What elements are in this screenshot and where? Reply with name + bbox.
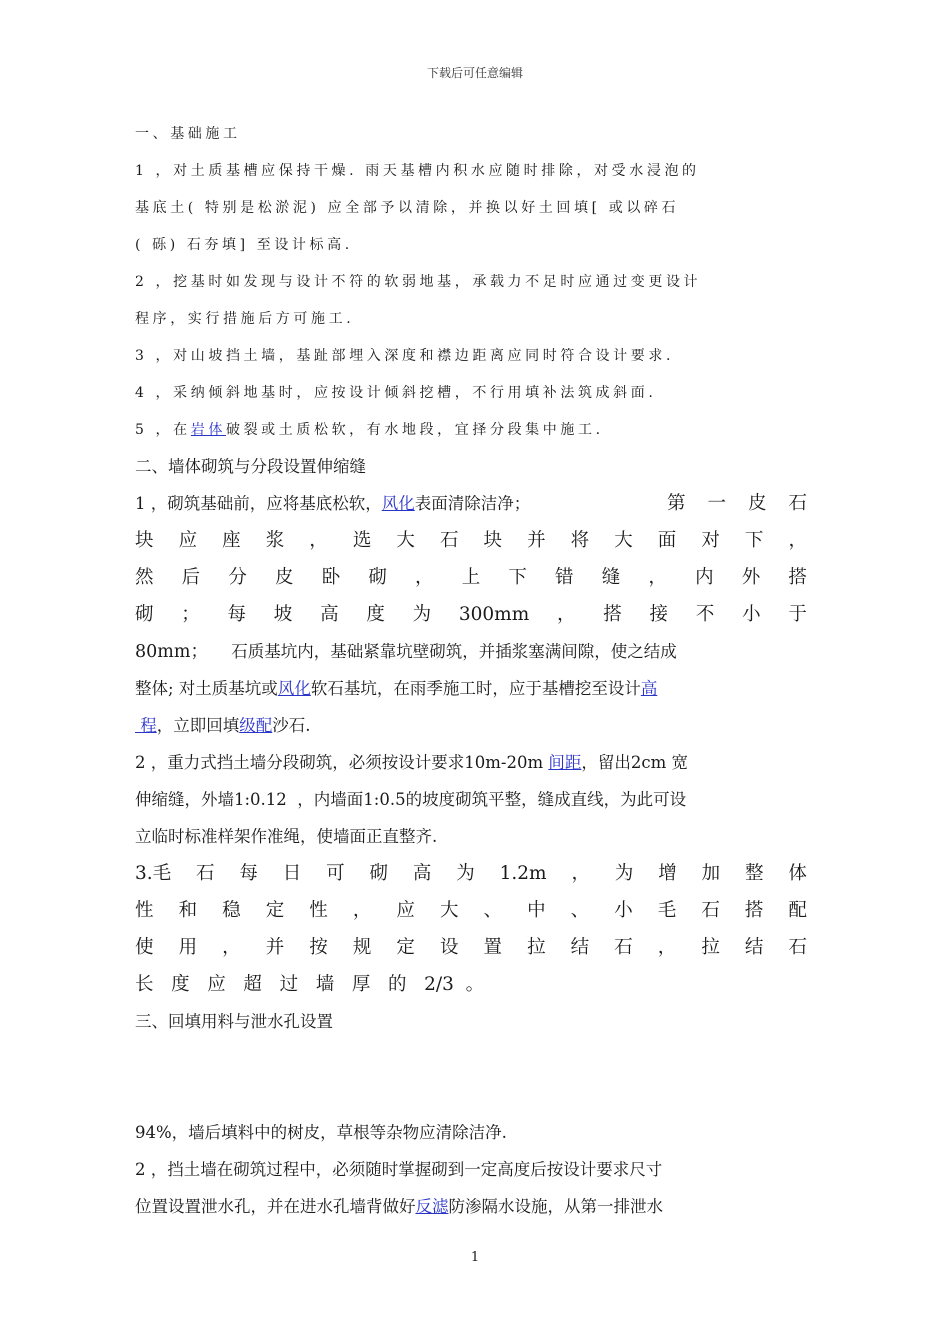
paragraph-line: 1 ，对土质基槽应保持干燥. 雨天基槽内积水应随时排除，对受水浸泡的 — [135, 163, 700, 179]
justified-char: 第 — [667, 493, 686, 514]
justified-char: 坡 — [273, 604, 293, 625]
justified-char: 按 — [309, 937, 328, 958]
link-weathering[interactable]: 风化 — [277, 679, 311, 698]
justified-char: 块 — [483, 530, 503, 551]
justified-char: 缝 — [601, 567, 621, 588]
justified-char: 对 — [701, 530, 720, 551]
link-rock-mass[interactable]: 岩体 — [190, 422, 226, 438]
justified-char: ； — [181, 604, 200, 625]
justified-char: 石 — [439, 530, 459, 551]
justified-char: 应 — [178, 530, 198, 551]
justified-char: 皮 — [275, 567, 294, 588]
justified-char: 为 — [456, 863, 475, 884]
justified-char: 用 — [178, 937, 198, 958]
justified-char: 拉 — [701, 937, 720, 958]
paragraph-line: 伸缩缝，外墙1:0.12 ，内墙面1:0.5的坡度砌筑平整，缝成直线，为此可设 — [135, 790, 687, 809]
justified-char: 并 — [265, 937, 285, 958]
justified-char: 高 — [320, 604, 339, 625]
justified-char: 性 — [309, 900, 328, 921]
justified-char: 高 — [412, 863, 432, 884]
justified-char: 体 — [788, 863, 807, 884]
section-heading-foundation: 一、基础施工 — [135, 126, 241, 142]
justified-char: 加 — [701, 863, 721, 884]
paragraph-line — [135, 677, 807, 703]
paragraph-line — [135, 714, 807, 740]
justified-char: 砌 — [369, 863, 389, 884]
justified-char: 小 — [742, 604, 761, 625]
justified-char: ， — [222, 937, 241, 958]
paragraph-line: 3 ，对山坡挡土墙，基趾部埋入深度和襟边距离应同时符合设计要求. — [135, 348, 675, 364]
justified-char: 可 — [326, 863, 345, 884]
justified-char: 卧 — [321, 567, 341, 588]
justified-char: 规 — [352, 937, 372, 958]
link-grading[interactable]: 级配 — [239, 716, 273, 735]
justified-char: 300mm — [458, 604, 530, 625]
text-segment: 表面清除洁净； — [414, 494, 531, 513]
justified-char: 面 — [657, 530, 677, 551]
justified-char: 、 — [570, 900, 590, 921]
paragraph-line — [135, 492, 807, 518]
justified-char: 设 — [439, 937, 459, 958]
paragraph-line — [135, 751, 807, 777]
justified-char: 石 — [614, 937, 633, 958]
page-number: 1 — [470, 1250, 480, 1265]
justified-char: 皮 — [747, 493, 767, 514]
link-elevation[interactable]: 高 — [640, 679, 658, 698]
justified-char: 定 — [396, 937, 415, 958]
justified-char: 为 — [614, 863, 634, 884]
justified-char: 中 — [527, 900, 546, 921]
justified-char: 块 — [135, 530, 154, 551]
paragraph-line — [135, 1195, 807, 1221]
justified-char: 拉 — [527, 937, 546, 958]
justified-char: 使 — [135, 937, 154, 958]
justified-char: 搭 — [603, 604, 622, 625]
justified-char: 稳 — [222, 900, 241, 921]
justified-char: ， — [571, 863, 590, 884]
justified-char: ， — [309, 530, 328, 551]
justified-char: 配 — [788, 900, 807, 921]
justified-char: 后 — [181, 567, 201, 588]
justified-char: 置 — [483, 937, 503, 958]
justified-line — [135, 566, 807, 592]
justified-char: 搭 — [788, 567, 807, 588]
justified-char: 大 — [439, 900, 459, 921]
justified-char: 于 — [788, 604, 807, 625]
justified-char: 和 — [178, 900, 198, 921]
paragraph-line: 4 ，采纳倾斜地基时，应按设计倾斜挖槽，不行用填补法筑成斜面. — [135, 385, 657, 401]
justified-char: 下 — [508, 567, 527, 588]
text-segment: 80mm； — [135, 642, 208, 662]
text-segment: 沙石. — [272, 716, 311, 735]
text-segment: 位置设置泄水孔，并在进水孔墙背做好 — [135, 1197, 416, 1216]
justified-char: 度 — [366, 604, 385, 625]
paragraph-line — [135, 640, 807, 666]
justified-line — [135, 603, 807, 629]
justified-char: 石 — [701, 900, 720, 921]
justified-char: 砌 — [135, 604, 154, 625]
justified-char: 搭 — [744, 900, 764, 921]
justified-char: 分 — [228, 567, 247, 588]
justified-char: ， — [788, 530, 807, 551]
section-heading-backfill: 三、回填用料与泄水孔设置 — [135, 1012, 333, 1031]
text-segment: 破裂或土质松软，有水地段，宜择分段集中施工. — [225, 422, 604, 438]
justified-char: ， — [352, 900, 372, 921]
justified-char: ， — [557, 604, 576, 625]
text-segment: ，立即回填 — [156, 716, 240, 735]
link-weathering[interactable]: 风化 — [381, 494, 415, 513]
paragraph-line: 立临时标准样架作准绳，使墙面正直整齐. — [135, 827, 438, 846]
justified-char: 大 — [614, 530, 633, 551]
justified-char: 每 — [227, 604, 247, 625]
paragraph-line: 长 度 应 超 过 墙 厚 的 2/3 。 — [135, 974, 485, 995]
justified-char: ， — [415, 567, 434, 588]
paragraph-line: 2 ，挖基时如发现与设计不符的软弱地基，承载力不足时应通过变更设计 — [135, 274, 702, 290]
justified-char: 为 — [412, 604, 432, 625]
justified-line — [135, 936, 807, 962]
justified-line — [135, 862, 807, 888]
justified-char: 结 — [744, 937, 764, 958]
justified-char: 性 — [135, 900, 154, 921]
justified-char: 应 — [396, 900, 415, 921]
justified-char: 内 — [695, 567, 714, 588]
page-header: 下载后可任意编辑 — [426, 66, 523, 80]
justified-char: 外 — [741, 567, 761, 588]
justified-char: 砌 — [368, 567, 387, 588]
text-segment: 2 ，重力式挡土墙分段砌筑，必须按设计要求10m-20m — [135, 753, 549, 772]
justified-char: 一 — [707, 493, 726, 514]
justified-char: 接 — [649, 604, 669, 625]
justified-char: 1.2m — [499, 863, 547, 884]
text-segment: 石质基坑内，基础紧靠坑壁砌筑，并插浆塞满间隙，使之结成 — [231, 642, 677, 661]
paragraph-line: 基底土( 特别是松淤泥) 应全部予以清除，并换以好土回填[ 或以碎石 — [135, 200, 680, 216]
justified-char: 将 — [570, 530, 590, 551]
justified-char: 石 — [788, 937, 807, 958]
justified-char: 3.毛 — [135, 863, 172, 884]
justified-line — [135, 899, 807, 925]
justified-char: 结 — [570, 937, 590, 958]
justified-char: 石 — [196, 863, 215, 884]
section-heading-masonry: 二、墙体砌筑与分段设置伸缩缝 — [135, 457, 366, 476]
justified-char: 小 — [614, 900, 633, 921]
paragraph-line: 2 ，挡土墙在砌筑过程中，必须随时掌握砌到一定高度后按设计要求尺寸 — [135, 1160, 663, 1179]
justified-char: 、 — [483, 900, 503, 921]
justified-char: 整 — [744, 863, 764, 884]
paragraph-line: ( 砾) 石夯填] 至设计标高. — [135, 237, 353, 253]
justified-char: 并 — [527, 530, 546, 551]
justified-char: 下 — [744, 530, 764, 551]
justified-char: 毛 — [657, 900, 677, 921]
justified-char: 选 — [352, 530, 372, 551]
justified-char: ， — [648, 567, 667, 588]
link-elevation[interactable]: 程 — [135, 716, 157, 735]
justified-char: 上 — [461, 567, 481, 588]
justified-char: 定 — [265, 900, 285, 921]
justified-char: 座 — [222, 530, 241, 551]
justified-char: 石 — [788, 493, 807, 514]
justified-char: 增 — [658, 863, 677, 884]
justified-char: 浆 — [265, 530, 285, 551]
paragraph-line — [135, 1084, 807, 1110]
justified-char: 日 — [282, 863, 302, 884]
justified-char: 然 — [135, 567, 154, 588]
justified-char: 不 — [695, 604, 715, 625]
paragraph-line: 94%，墙后填料中的树皮，草根等杂物应清除洁净. — [135, 1123, 507, 1142]
paragraph-line — [135, 1047, 807, 1073]
text-segment: 防渗隔水设施，从第一排泄水 — [448, 1197, 663, 1216]
justified-char: 每 — [239, 863, 258, 884]
paragraph-line: 程序，实行措施后方可施工. — [135, 311, 355, 327]
text-segment: 5 ，在 — [135, 422, 191, 438]
text-segment: ，留出2cm 宽 — [581, 753, 688, 772]
paragraph-line — [135, 418, 807, 444]
text-segment: 软石基坑，在雨季施工时，应于基槽挖至设计 — [310, 679, 641, 698]
link-reverse-filter[interactable]: 反滤 — [415, 1197, 449, 1216]
justified-line — [135, 529, 807, 555]
text-segment: 1 ，砌筑基础前，应将基底松软， — [135, 494, 382, 513]
justified-char: 错 — [555, 567, 574, 588]
text-segment: 整体; 对土质基坑或 — [135, 679, 278, 698]
justified-char: 大 — [396, 530, 415, 551]
justified-char: ， — [657, 937, 677, 958]
link-spacing[interactable]: 间距 — [548, 753, 582, 772]
